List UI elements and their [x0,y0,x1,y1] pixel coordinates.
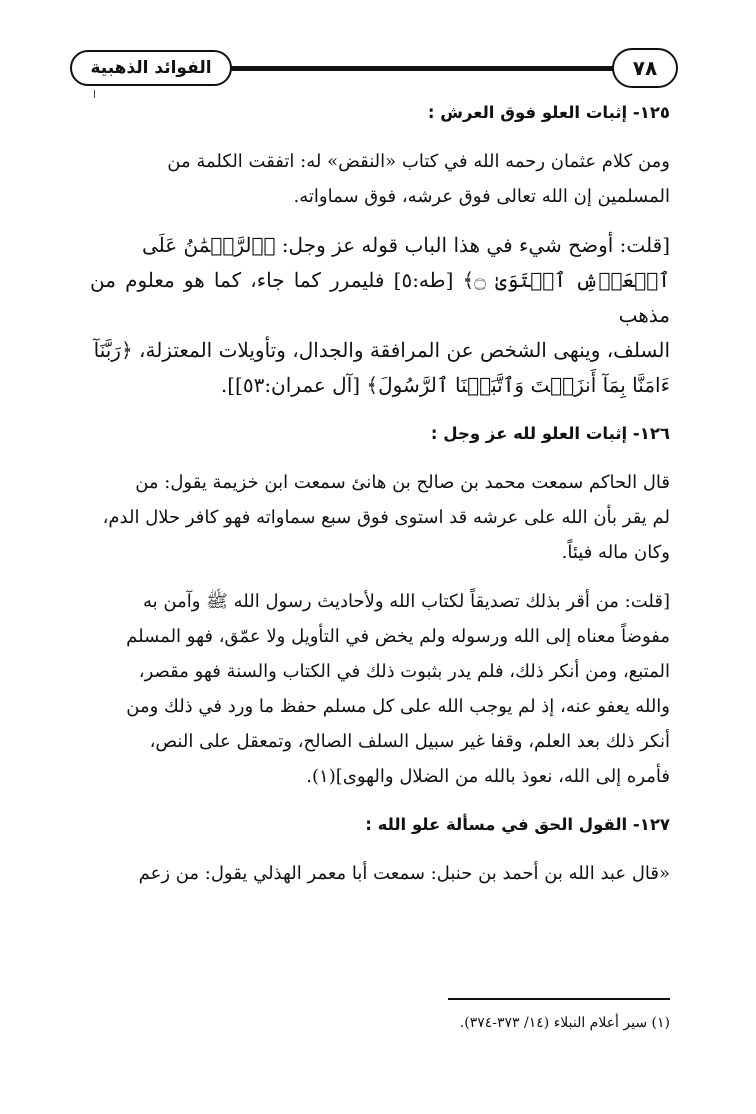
paragraph-with-verse [90,228,670,403]
paragraph [90,856,670,891]
page-number-badge: ٧٨ [612,48,678,88]
paragraph [90,465,670,570]
text-line: والله يعفو عنه، إذ لم يوجب الله على كل مسلم حفظ ما ورد في ذلك ومن [126,696,670,717]
footnote-divider [448,998,670,1000]
text-line: لم يقر بأن الله على عرشه قد استوى فوق سبع سماواته فهو كافر حلال الدم، [102,507,670,528]
text-line: السلف، وينهى الشخص عن المرافقة والجدال، وتأويلات المعتزلة، ﴿رَبَّنَآ [93,338,670,362]
paragraph [90,584,670,794]
text-line: المتبع، ومن أنكر ذلك، فلم يدر بثبوت ذلك في الكتاب والسنة فهو مقصر، [138,661,670,682]
text-line: ومن كلام عثمان رحمه الله في كتاب «النقض» له: اتفقت الكلمة من [167,151,670,172]
text-line: مفوضاً معناه إلى الله ورسوله ولم يخض في التأويل ولا عمّق، فهو المسلم [126,626,670,647]
text-line: [قلت: أوضح شيء في هذا الباب قوله عز وجل: ﴿ٱلرَّحۡمَٰنُ عَلَى [141,233,670,257]
section-heading-127: ١٢٧- القول الحق في مسألة علو الله : [365,815,670,834]
text-line: المسلمين إن الله تعالى فوق عرشه، فوق سماواته. [293,186,670,207]
text-line: فأمره إلى الله، نعوذ بالله من الضلال والهوى](١). [306,766,670,787]
book-title-badge: الفوائد الذهبية [70,50,232,86]
text-line: [قلت: من أقر بذلك تصديقاً لكتاب الله ولأحاديث رسول الله ﷺ وآمن به [143,591,670,612]
text-line: «قال عبد الله بن أحمد بن حنبل: سمعت أبا معمر الهذلي يقول: من زعم [138,863,670,884]
section-heading-125: ١٢٥- إثبات العلو فوق العرش : [427,103,670,122]
text-line: وكان ماله فيئاً. [561,542,670,563]
footnote: (١) سير أعلام النبلاء (١٤/ ٣٧٣-٣٧٤). [459,1015,670,1031]
header-rule [208,66,614,71]
text-line: ٱلۡعَرۡشِ ٱسۡتَوَىٰ ۝﴾ [طه:٥] فليمرر كما جاء، كما هو معلوم من مذهب [90,268,670,327]
paragraph [90,144,670,214]
page-body [90,96,670,905]
text-line: قال الحاكم سمعت محمد بن صالح بن هانئ سمعت ابن خزيمة يقول: من [135,472,670,493]
text-line: أنكر ذلك بعد العلم، وقفا غير سبيل السلف الصالح، وتمعقل على النص، [149,731,670,752]
section-heading-126: ١٢٦- إثبات العلو لله عز وجل : [430,424,670,443]
page-header [58,46,684,90]
text-line: ءَامَنَّا بِمَآ أَنزَلۡتَ وَٱتَّبَعۡنَا ٱلرَّسُولَ﴾ [آل عمران:٥٣]]. [220,373,670,397]
